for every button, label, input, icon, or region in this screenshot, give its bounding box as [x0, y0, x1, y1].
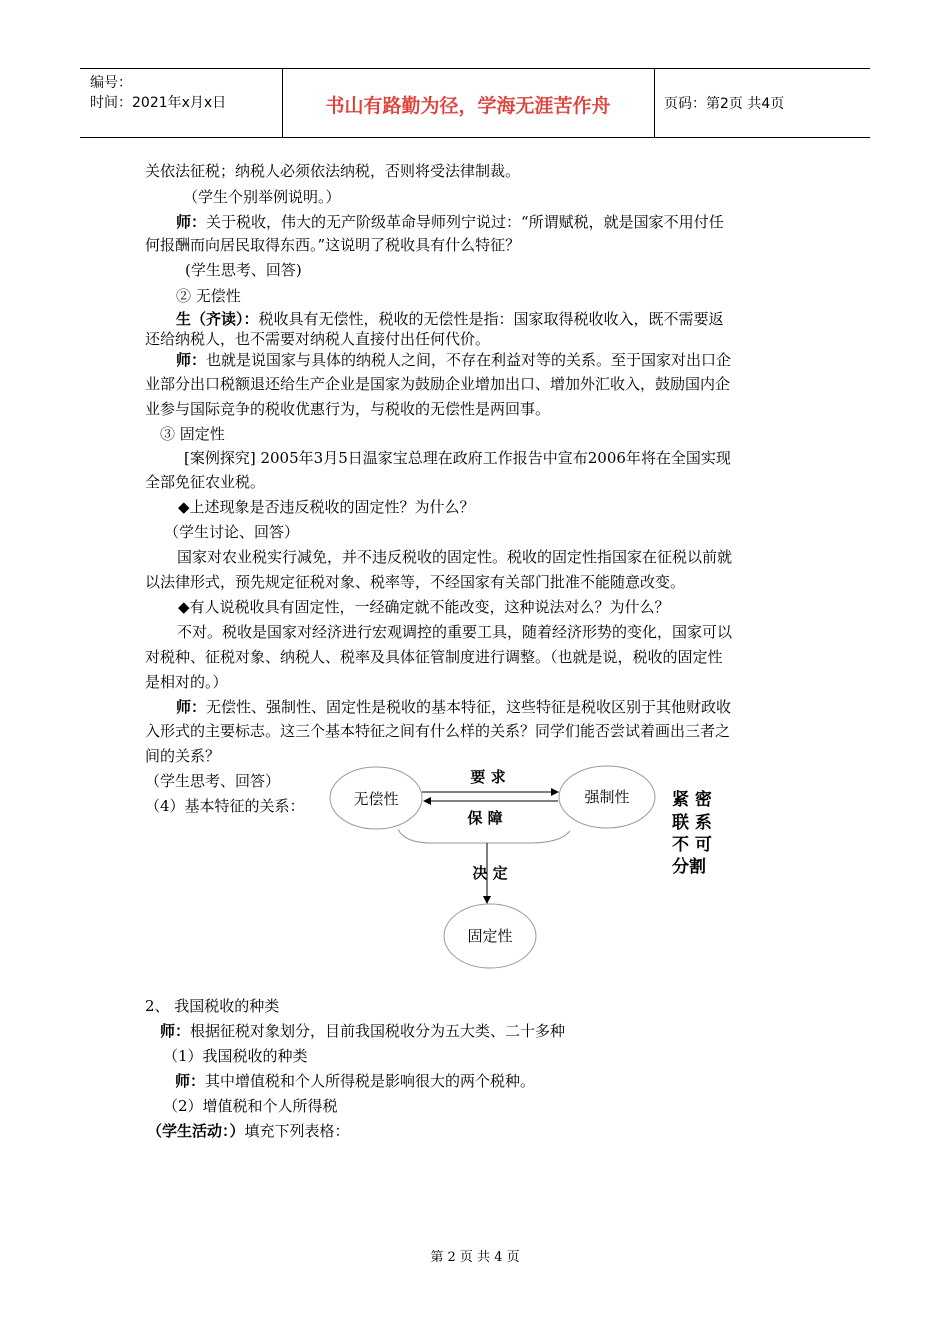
bracket-curve	[398, 829, 570, 843]
text-line: ◆有人说税收具有固定性，一经确定就不能改变，这种说法对么？为什么？	[178, 598, 670, 616]
speaker-label: （学生活动：）	[147, 1122, 245, 1140]
header-page: 页码：第2页 共4页	[664, 96, 785, 112]
text-line	[160, 1020, 565, 1042]
text-span: 无偿性、强制性、固定性是税收的基本特征，这些特征是税收区别于其他财政收	[206, 698, 732, 716]
header-number: 编号：	[90, 75, 132, 91]
arrow-guarantee-label: 保 障	[467, 809, 503, 827]
text-line: 间的关系？	[145, 747, 221, 765]
text-line: 国家对农业税实行减免，并不违反税收的固定性。税收的固定性指国家在征税以前就	[177, 548, 733, 566]
text-line: 全部免征农业税。	[145, 473, 266, 491]
text-line: [案例探究] 2005年3月5日温家宝总理在政府工作报告中宣布2006年将在全国实现	[184, 449, 731, 467]
node-wuchang-label: 无偿性	[353, 790, 399, 808]
speaker-label: 师：	[176, 698, 207, 716]
text-line	[176, 308, 724, 330]
text-span: 关于税收，伟大的无产阶级革命导师列宁说过：“所谓赋税，就是国家不用付任	[206, 213, 724, 231]
speaker-label: 师：	[175, 1072, 206, 1090]
header-divider	[654, 69, 655, 137]
text-line: （1）我国税收的种类	[163, 1047, 308, 1065]
side-note-line: 不 可	[672, 835, 712, 855]
text-line: (学生思考、回答)	[185, 261, 302, 279]
text-line: 业部分出口税额退还给生产企业是国家为鼓励企业增加出口、增加外汇收入，鼓励国内企	[145, 375, 731, 393]
text-line: （学生讨论、回答）	[164, 523, 300, 541]
speaker-label: 生（齐读）：	[176, 310, 259, 328]
text-span: 根据征税对象划分，目前我国税收分为五大类、二十多种	[190, 1022, 566, 1040]
text-line: 还给纳税人，也不需要对纳税人直接付出任何代价。	[145, 330, 491, 348]
speaker-label: 师：	[176, 351, 207, 369]
speaker-label: 师：	[176, 213, 207, 231]
text-line: 以法律形式，预先规定征税对象、税率等，不经国家有关部门批准不能随意改变。	[145, 573, 686, 591]
page-footer: 第 2 页 共 4 页	[430, 1250, 520, 1265]
text-span: 税收具有无偿性，税收的无偿性是指：国家取得税收收入，既不需要返	[258, 310, 724, 328]
header-meta	[90, 73, 226, 113]
side-note-line: 联 系	[672, 813, 712, 833]
header-motto: 书山有路勤为径，学海无涯苦作舟	[325, 95, 611, 117]
text-line: （学生思考、回答）	[145, 772, 281, 790]
text-line	[176, 349, 731, 371]
text-line: 不对。税收是国家对经济进行宏观调控的重要工具，随着经济形势的变化，国家可以	[177, 623, 733, 641]
page-header	[80, 68, 870, 138]
text-span: 也就是说国家与具体的纳税人之间，不存在利益对等的关系。至于国家对出口企	[206, 351, 732, 369]
text-line: ◆上述现象是否违反税收的固定性？为什么？	[178, 498, 475, 516]
speaker-label: 师：	[160, 1022, 191, 1040]
section-heading: 2、 我国税收的种类	[145, 997, 280, 1015]
header-date: 时间：2021年x月x日	[90, 95, 227, 111]
text-line	[176, 211, 724, 233]
node-guding-label: 固定性	[467, 927, 513, 945]
side-note-line: 紧 密	[672, 790, 712, 810]
text-line: ③ 固定性	[160, 425, 225, 443]
text-span: 填充下列表格：	[244, 1122, 350, 1140]
side-note-line: 分割	[672, 857, 706, 877]
text-line	[147, 1120, 350, 1142]
text-line: （4）基本特征的关系：	[145, 797, 305, 815]
arrow-decide-label: 决 定	[472, 864, 508, 882]
text-span: 其中增值税和个人所得税是影响很大的两个税种。	[205, 1072, 536, 1090]
text-line: 是相对的。）	[145, 673, 228, 691]
text-line: 对税种、征税对象、纳税人、税率及具体征管制度进行调整。（也就是说，税收的固定性	[145, 648, 723, 666]
arrow-require-label: 要 求	[470, 768, 506, 786]
text-line: 何报酬而向居民取得东西。”这说明了税收具有什么特征？	[145, 236, 521, 254]
relationship-diagram	[320, 755, 740, 975]
text-line	[176, 696, 731, 718]
text-line: 入形式的主要标志。这三个基本特征之间有什么样的关系？同学们能否尝试着画出三者之	[145, 722, 731, 740]
text-line: （学生个别举例说明。）	[183, 188, 341, 206]
text-line	[175, 1070, 535, 1092]
text-line: ② 无偿性	[176, 287, 241, 305]
node-qiangzhi-label: 强制性	[584, 788, 630, 806]
text-line: 关依法征税；纳税人必须依法纳税，否则将受法律制裁。	[145, 162, 521, 180]
text-line: 业参与国际竞争的税收优惠行为，与税收的无偿性是两回事。	[145, 400, 551, 418]
text-line: （2）增值税和个人所得税	[163, 1097, 338, 1115]
